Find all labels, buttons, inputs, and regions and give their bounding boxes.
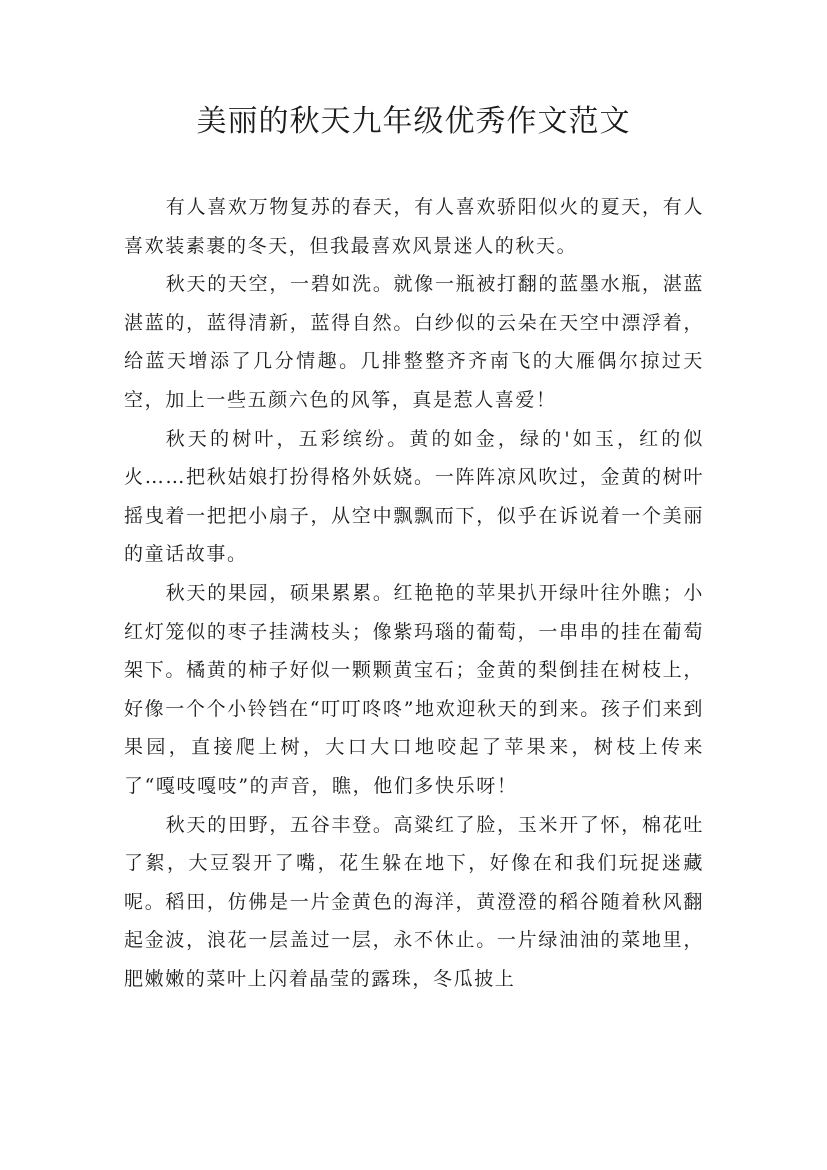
paragraph-leaves: 秋天的树叶，五彩缤纷。黄的如金，绿的'如玉，红的似火……把秋姑娘打扮得格外妖娆。一阵阵凉风吹过，金黄的树叶摇曳着一把把小扇子，从空中飘飘而下，似乎在诉说着一个美丽的童话故事。 bbox=[124, 427, 704, 566]
document-title: 美丽的秋天九年级优秀作文范文 bbox=[196, 104, 631, 139]
paragraph-intro: 有人喜欢万物复苏的春天，有人喜欢骄阳似火的夏天，有人喜欢装素裹的冬天，但我最喜欢风景迷人的秋天。 bbox=[124, 196, 704, 257]
paragraph-orchard: 秋天的果园，硕果累累。红艳艳的苹果扒开绿叶往外瞧；小红灯笼似的枣子挂满枝头；像紫玛瑙的葡萄，一串串的挂在葡萄架下。橘黄的柿子好似一颗颗黄宝石；金黄的梨倒挂在树枝上，好像一个个小铃铛在“叮叮咚咚”地欢迎秋天的到来。孩子们来到果园，直接爬上树，大口大口地咬起了苹果来，树枝上传来了“嘎吱嘎吱”的声音，瞧，他们多快乐呀！ bbox=[124, 581, 704, 797]
paragraph-fields: 秋天的田野，五谷丰登。高粱红了脸，玉米开了怀，棉花吐了絮，大豆裂开了嘴，花生躲在地下，好像在和我们玩捉迷藏呢。稻田，仿佛是一片金黄色的海洋，黄澄澄的稻谷随着秋风翻起金波，浪花一层盖过一层，永不休止。一片绿油油的菜地里，肥嫩嫩的菜叶上闪着晶莹的露珠，冬瓜披上 bbox=[124, 813, 704, 990]
document-body bbox=[124, 188, 704, 998]
paragraph-sky: 秋天的天空，一碧如洗。就像一瓶被打翻的蓝墨水瓶，湛蓝湛蓝的，蓝得清新，蓝得自然。白纱似的云朵在天空中漂浮着，给蓝天增添了几分情趣。几排整整齐齐南飞的大雁偶尔掠过天空，加上一些五颜六色的风筝，真是惹人喜爱！ bbox=[124, 273, 704, 411]
